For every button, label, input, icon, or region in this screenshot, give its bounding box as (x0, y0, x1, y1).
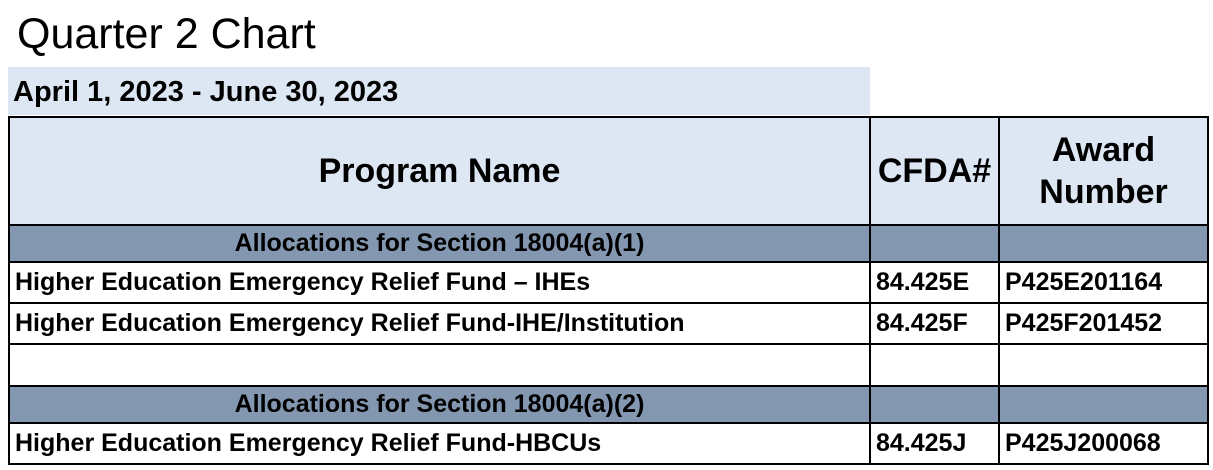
program-name-cell: Higher Education Emergency Relief Fund-IHE/Institution (9, 303, 870, 344)
header-award-line2: Number (1039, 173, 1168, 211)
header-award-number (999, 117, 1208, 225)
cfda-cell: 84.425J (870, 423, 999, 464)
section-empty-cell (870, 225, 999, 262)
section-label: Allocations for Section 18004(a)(2) (9, 386, 870, 423)
blank-cell (870, 344, 999, 386)
award-number-cell: P425F201452 (999, 303, 1208, 344)
header-program-name: Program Name (9, 117, 870, 225)
cfda-cell: 84.425E (870, 262, 999, 303)
award-number-cell: P425E201164 (999, 262, 1208, 303)
date-range: April 1, 2023 - June 30, 2023 (13, 76, 399, 108)
section-empty-cell (870, 386, 999, 423)
table-row (9, 262, 1208, 303)
section-empty-cell (999, 386, 1208, 423)
blank-cell (999, 344, 1208, 386)
award-table (8, 116, 1209, 465)
table-row (9, 303, 1208, 344)
header-cfda: CFDA# (870, 117, 999, 225)
section-row (9, 225, 1208, 262)
page-title: Quarter 2 Chart (17, 10, 316, 58)
blank-cell (9, 344, 870, 386)
cfda-cell: 84.425F (870, 303, 999, 344)
award-number-cell: P425J200068 (999, 423, 1208, 464)
section-empty-cell (999, 225, 1208, 262)
section-label: Allocations for Section 18004(a)(1) (9, 225, 870, 262)
table-row (9, 423, 1208, 464)
table-header-row (9, 117, 1208, 225)
program-name-cell: Higher Education Emergency Relief Fund – IHEs (9, 262, 870, 303)
blank-row (9, 344, 1208, 386)
section-row (9, 386, 1208, 423)
program-name-cell: Higher Education Emergency Relief Fund-HBCUs (9, 423, 870, 464)
header-award-line1: Award (1051, 131, 1156, 169)
